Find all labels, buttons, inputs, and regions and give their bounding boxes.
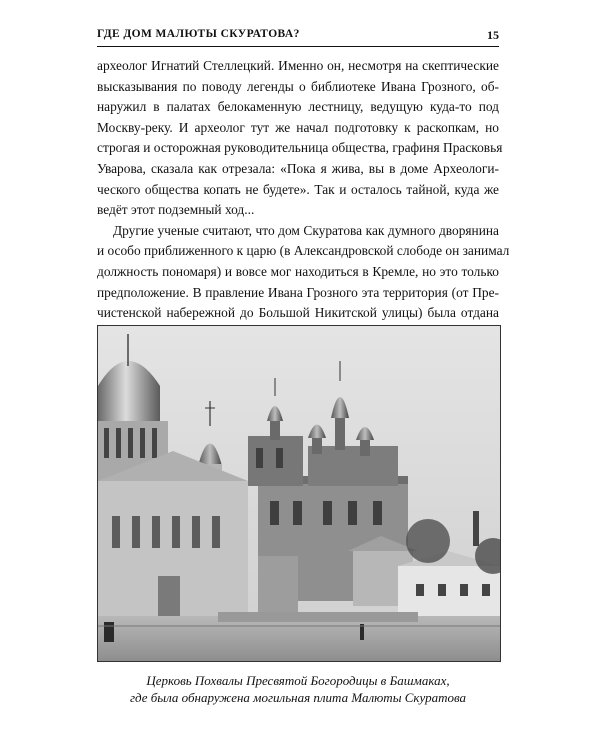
text-line: предположение. В правление Ивана Грозного эта территория (от Пре- xyxy=(97,284,499,300)
text-line: ческого общества копать не будете». Так и осталось тайной, куда же xyxy=(97,181,499,197)
text-line: археолог Игнатий Стеллецкий. Именно он, несмотря на скептические xyxy=(97,58,499,73)
text-line: строгая и осторожная руководительница общества, графиня Прасковья xyxy=(97,140,503,156)
paragraph-1 xyxy=(97,56,503,221)
page-number: 15 xyxy=(487,28,499,42)
text-line: чистенской набережной до Большой Никитской улицы) была отдана xyxy=(97,305,499,321)
body-text xyxy=(97,56,510,344)
church-photograph xyxy=(97,325,501,662)
figure-caption xyxy=(97,672,499,706)
text-line: и особо приближенного к царю (в Александровской слободе он занимал xyxy=(97,243,510,259)
running-title: ГДЕ ДОМ МАЛЮТЫ СКУРАТОВА? xyxy=(97,28,300,40)
text-line: должность пономаря) и вовсе мог находиться в Кремле, но это только xyxy=(97,263,499,279)
running-header xyxy=(97,28,499,47)
church-illustration xyxy=(98,326,500,661)
text-line: ведёт этот подземный ход... xyxy=(97,202,255,218)
text-line: Уварова, сказала как отрезала: «Пока я жива, вы в доме Археологи- xyxy=(97,160,499,176)
text-line: Другие ученые считают, что дом Скуратова как думного дворянина xyxy=(113,222,499,238)
caption-line: где была обнаружена могильная плита Малюты Скуратова xyxy=(129,690,467,705)
caption-line: Церковь Похвалы Пресвятой Богородицы в Башмаках, xyxy=(146,673,450,688)
text-line: наружил в палатах белокаменную лестницу, ведущую куда-то под xyxy=(97,99,499,115)
text-line: высказывания по поводу легенды о библиотеке Ивана Грозного, об- xyxy=(97,78,499,94)
text-line: Москву-реку. И археолог тут же начал подготовку к раскопкам, но xyxy=(97,119,499,135)
